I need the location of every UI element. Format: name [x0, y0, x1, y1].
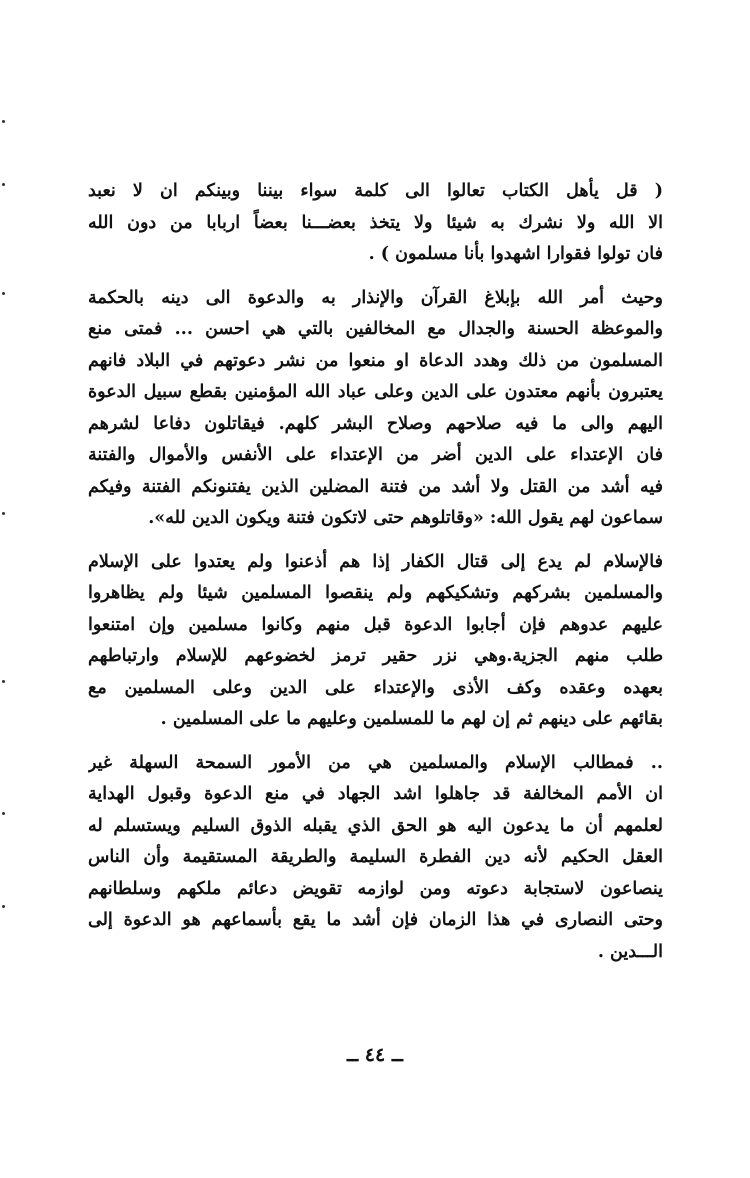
text-line: والموعظة الحسنة والجدال مع المخالفين بالتي هي احسن ... فمتى منع	[88, 319, 663, 339]
text-line: اليهم والى ما فيه صلاحهم وصلاح البشر كلهم. فيقاتلون دفاعا لشرهم	[88, 413, 663, 434]
scan-mark	[2, 120, 5, 123]
text-line: يعتبرون بأنهم معتدون على الدين وعلى عباد الله المؤمنين بقطع سبيل الدعوة	[88, 382, 663, 402]
text-line: العقل الحكيم لأنه دين الفطرة السليمة والطريقة المستقيمة وأن الناس	[88, 847, 663, 867]
scan-mark	[2, 905, 5, 908]
paragraph-verse	[88, 176, 663, 271]
scan-mark	[2, 292, 5, 295]
page-body	[88, 176, 663, 980]
text-line: ان الأمم المخالفة قد جاهلوا اشد الجهاد في منع الدعوة وقبول الهداية	[88, 784, 663, 804]
scan-mark	[2, 183, 5, 186]
text-line: .. فمطالب الإسلام والمسلمين هي من الأمور السمحة السهلة غير	[88, 752, 663, 773]
text-line: فيه أشد من القتل ولا أشد من فتنة المضلين الذين يفتنونكم الفتنة وفيكم	[88, 476, 663, 497]
text-line: طلب منهم الجزية.وهي نزر حقير ترمز لخضوعهم للإسلام وارتباطهم	[88, 646, 663, 666]
text-line: والمسلمين بشركهم وتشكيكهم ولم ينقصوا المسلمين شيئا ولم يظاهروا	[88, 583, 663, 603]
scan-mark	[2, 680, 5, 683]
text-line: الا الله ولا نشرك به شيئا ولا يتخذ بعضـــنا بعضاً اربابا من دون الله	[88, 212, 663, 233]
text-line: المسلمون من ذلك وهدد الدعاة او منعوا من نشر دعوتهم في البلاد فانهم	[88, 350, 663, 371]
paragraph-dawah	[88, 283, 663, 535]
text-line: بقائهم على دينهم ثم إن لهم ما للمسلمين وعليهم ما على المسلمين .	[160, 709, 663, 729]
text-line: بعهده وعقده وكف الأذى والإعتداء على الدين وعلى المسلمين مع	[88, 677, 663, 698]
text-line: وحيث أمر الله بإبلاغ القرآن والإنذار به والدعوة الى دينه بالحكمة	[88, 287, 663, 308]
text-line: وحتى النصارى في هذا الزمان فإن أشد ما يقع بأسماعهم هو الدعوة إلى	[88, 910, 663, 930]
page-number: ــ ٤٤ ــ	[347, 1044, 403, 1066]
text-line: فالإسلام لم يدع إلى قتال الكفار إذا هم أذعنوا ولم يعتدوا على الإسلام	[88, 551, 663, 572]
text-line: الـــدين .	[597, 941, 663, 962]
scan-mark	[2, 512, 5, 515]
text-line: فان الإعتداء على الدين أضر من الإعتداء على الأنفس والأموال والفتنة	[88, 445, 663, 465]
text-line: فان تولوا فقوارا اشهدوا بأنا مسلمون ) .	[368, 244, 663, 264]
text-line: ( قل يأهل الكتاب تعالوا الى كلمة سواء بيننا وبينكم ان لا نعبد	[88, 181, 663, 201]
paragraph-demands	[88, 748, 663, 969]
text-line: لعلمهم أن ما يدعون اليه هو الحق الذي يقبله الذوق السليم ويستسلم له	[88, 815, 663, 836]
text-line: عليهم عدوهم فإن أجابوا الدعوة قبل منهم وكانوا مسلمين وإن امتنعوا	[88, 614, 663, 635]
text-line: سماعون لهم يقول الله: «وقاتلوهم حتى لاتكون فتنة ويكون الدين لله».	[148, 508, 663, 528]
text-line: ينصاعون لاستجابة دعوته ومن لوازمه تقويض دعائم ملكهم وسلطانهم	[88, 878, 663, 899]
paragraph-islam	[88, 547, 663, 736]
scan-mark	[2, 812, 5, 815]
